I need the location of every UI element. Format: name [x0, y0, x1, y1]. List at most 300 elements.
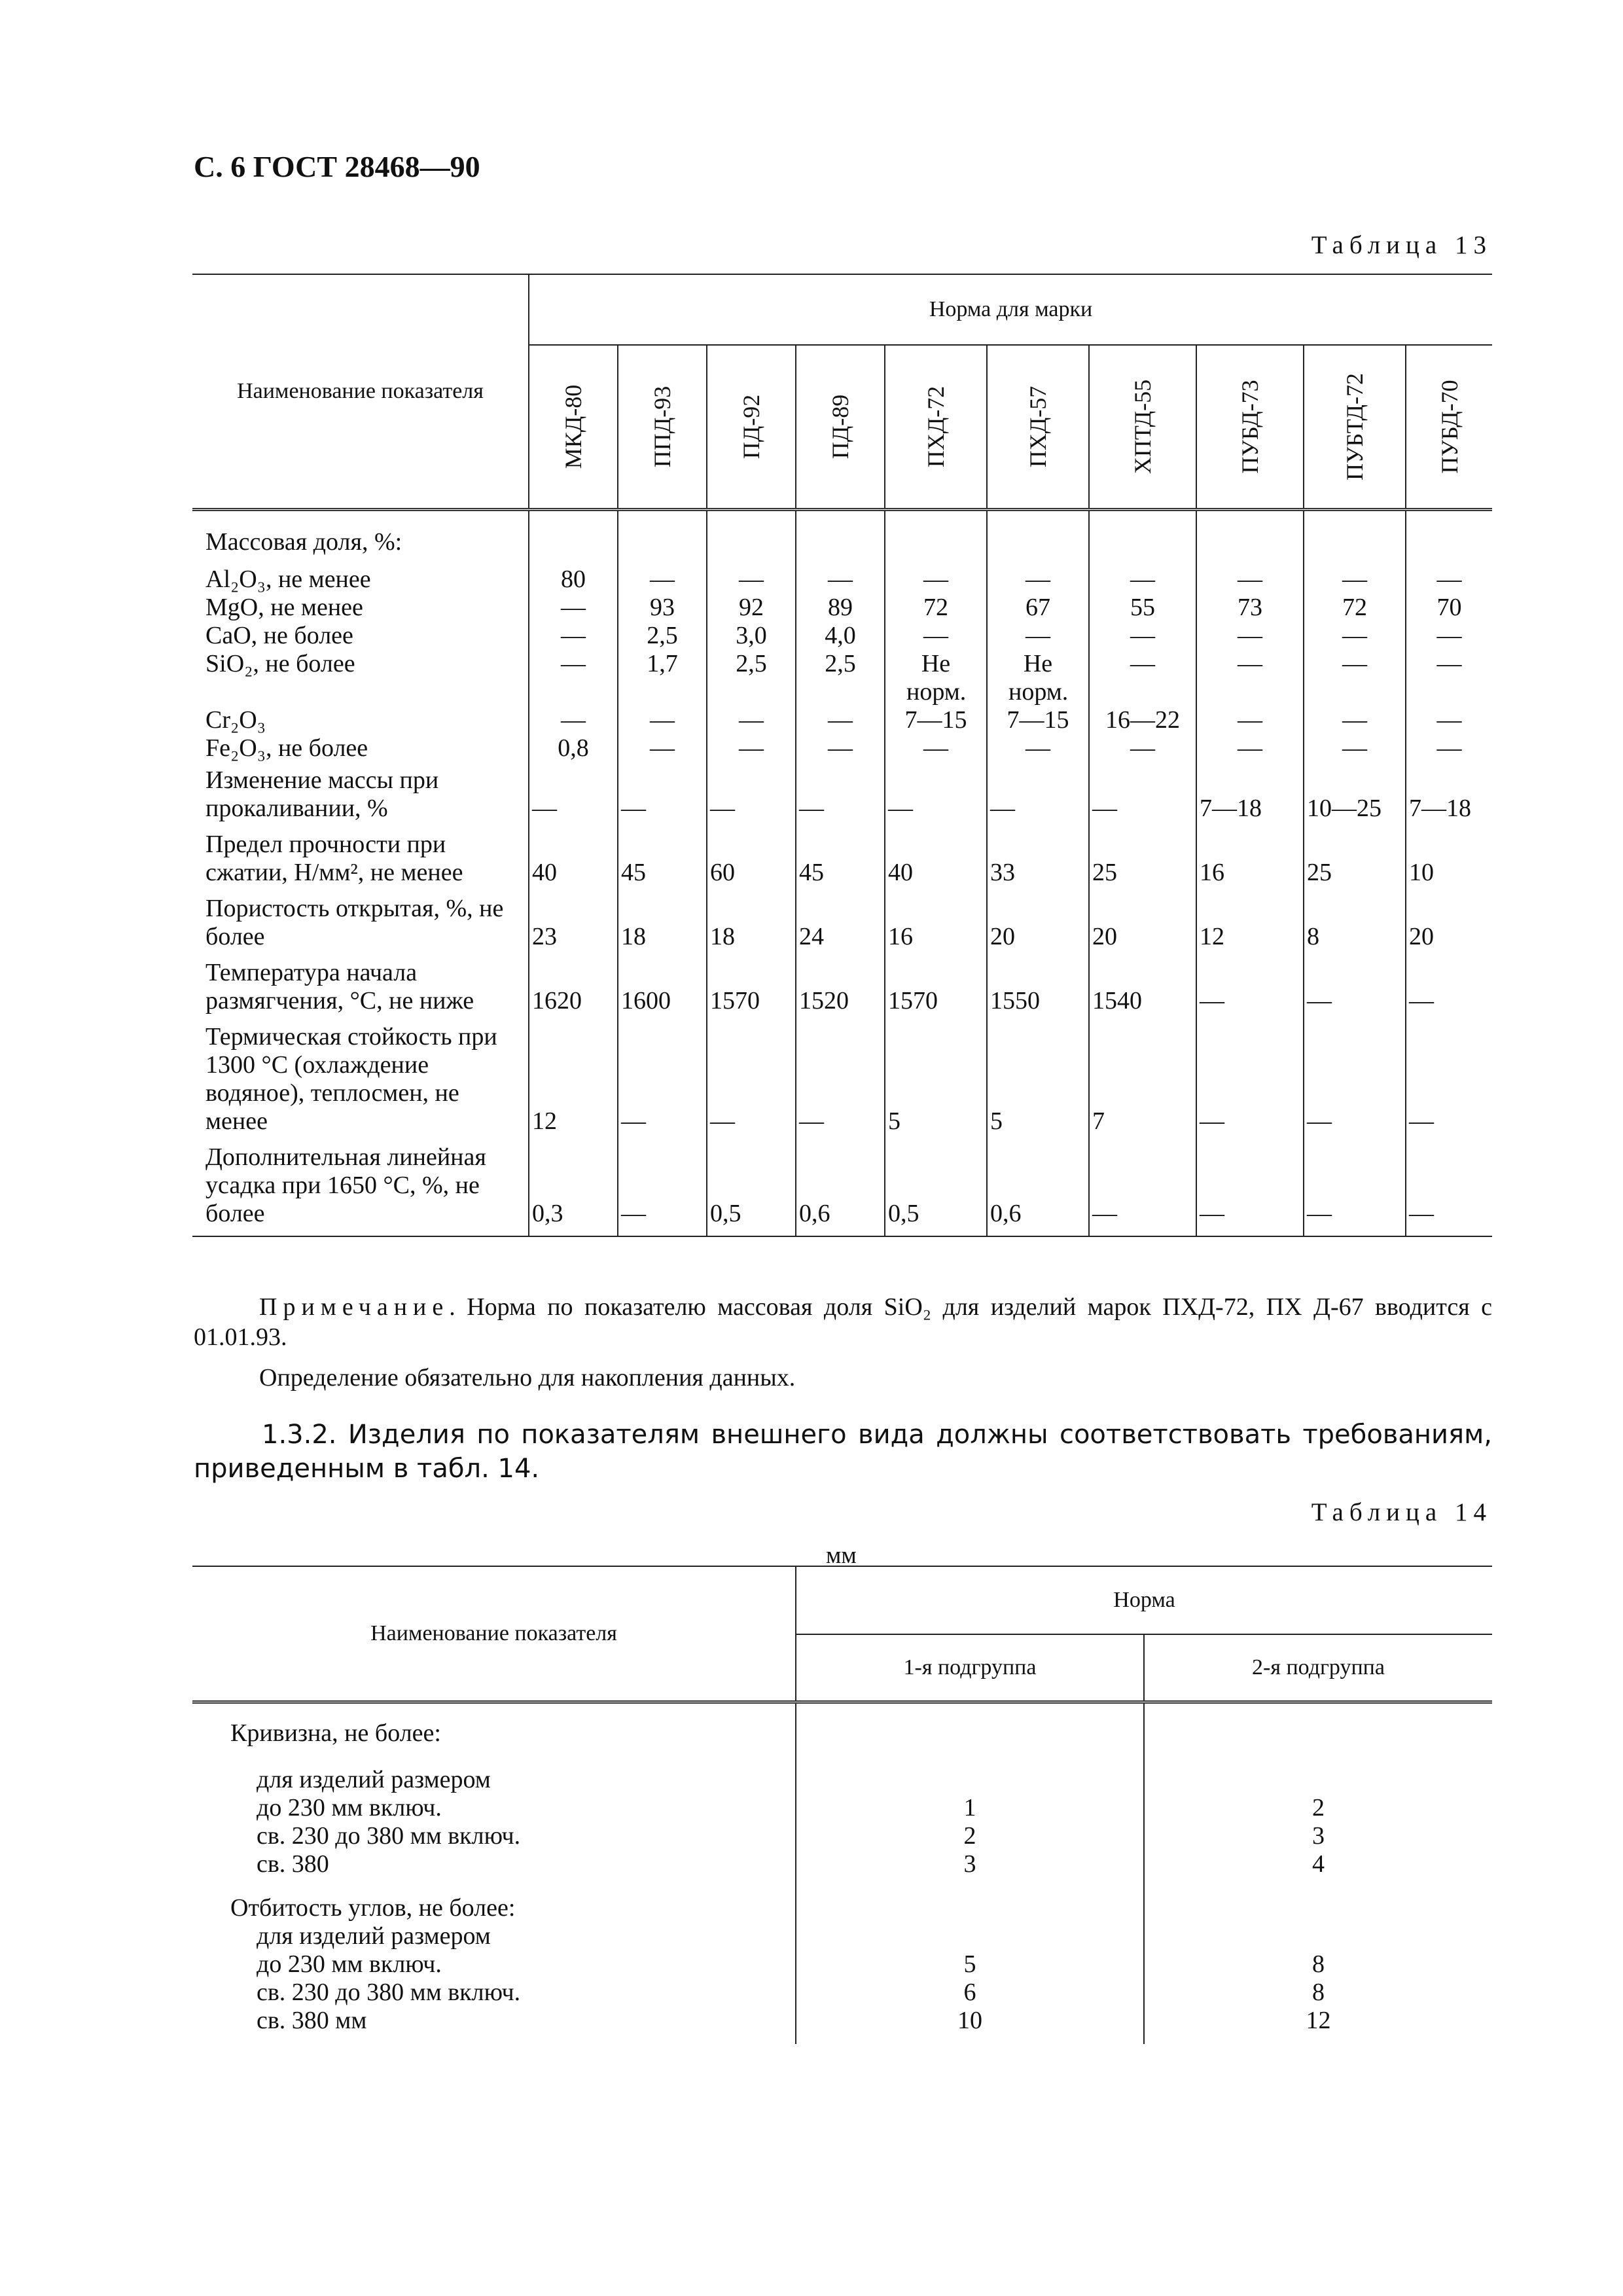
value-cell	[1304, 1019, 1406, 1139]
value-line: —	[923, 734, 948, 762]
indicator-name-line: Термическая стойкость при 1300 °С (охлаждение водяное), теплосмен, не менее	[205, 1023, 497, 1135]
subgroup-1-value: 1	[963, 1794, 976, 1821]
value-line: 7—18	[1200, 795, 1262, 822]
value-line: —	[1026, 622, 1050, 649]
spacer	[230, 1748, 795, 1766]
value-line: —	[650, 734, 675, 762]
grade-label: ПУБД-73	[1237, 380, 1263, 474]
value-line	[710, 528, 793, 565]
value-line: —	[1436, 565, 1462, 593]
value-line: —	[828, 565, 853, 593]
value-cell	[1304, 827, 1406, 891]
value-line: 16	[888, 923, 913, 950]
value-line: 8	[1307, 923, 1319, 950]
table13-norm-header: Норма для марки	[529, 274, 1492, 345]
value-cell	[796, 827, 885, 891]
subgroup-1-value: 6	[963, 1979, 976, 2006]
value-cell	[1304, 762, 1406, 827]
grade-header	[1196, 345, 1304, 510]
spacer	[796, 1748, 1143, 1766]
spacer	[1145, 1748, 1492, 1766]
value-cell	[1196, 827, 1304, 891]
indicator-name	[192, 891, 529, 955]
value-cell	[885, 1139, 987, 1236]
value-line: —	[1200, 1107, 1224, 1135]
value-cell	[1304, 1139, 1406, 1236]
value-line: 5	[888, 1107, 901, 1135]
value-line: 1600	[621, 987, 671, 1014]
indicator-name-line: Fe₂O₃, не более	[205, 734, 368, 762]
subgroup-2-value: 8	[1312, 1979, 1325, 2006]
value-cell	[1304, 891, 1406, 955]
table-row	[192, 891, 1492, 955]
value-cell	[707, 1139, 796, 1236]
value-line: —	[1342, 565, 1367, 593]
value-cell	[1089, 1019, 1196, 1139]
value-line: 1520	[799, 987, 849, 1014]
table14-caption: Таблица 14	[1311, 1498, 1492, 1526]
value-line: —	[1092, 795, 1117, 822]
value-line	[799, 528, 882, 565]
value-line	[990, 528, 1086, 565]
value-cell	[987, 1019, 1089, 1139]
value-line: 20	[1409, 923, 1434, 950]
value-cell	[1406, 1139, 1492, 1236]
value-cell	[1089, 510, 1196, 763]
grade-label: ПХД-57	[1025, 386, 1051, 468]
indicator-name-line: Al₂O₃, не менее	[205, 565, 371, 593]
table13-caption: Таблица 13	[1311, 231, 1492, 259]
grade-header	[885, 345, 987, 510]
subgroup-2-value: 8	[1312, 1950, 1325, 1978]
value-line: 0,6	[799, 1200, 830, 1227]
value-cell	[707, 955, 796, 1019]
table-row	[192, 955, 1492, 1019]
value-cell	[707, 891, 796, 955]
value-cell	[1406, 891, 1492, 955]
value-cell	[707, 1019, 796, 1139]
spacer	[796, 1878, 1143, 1894]
size-range-label: св. 380	[257, 1850, 329, 1878]
value-line: 10—25	[1307, 795, 1382, 822]
value-line: —	[1307, 1107, 1332, 1135]
spacer	[1145, 1894, 1492, 1922]
indicator-name	[192, 762, 529, 827]
grade-header	[1089, 345, 1196, 510]
value-cell	[618, 1019, 707, 1139]
value-cell	[796, 510, 885, 763]
value-cell	[1196, 955, 1304, 1019]
value-line: —	[990, 795, 1015, 822]
value-cell	[529, 762, 618, 827]
value-line: 2,5	[736, 650, 767, 677]
value-line: —	[1436, 622, 1462, 649]
value-cell	[618, 1139, 707, 1236]
value-line: —	[828, 734, 853, 762]
value-line: 73	[1238, 594, 1262, 621]
grade-label: ПУБД-70	[1436, 380, 1463, 474]
table14-unit: мм	[826, 1542, 857, 1569]
value-line: 16	[1200, 859, 1224, 886]
value-cell	[885, 955, 987, 1019]
value-cell	[1089, 891, 1196, 955]
value-line: —	[828, 706, 853, 734]
subgroup-2-value: 2	[1312, 1794, 1325, 1821]
value-line: —	[739, 706, 764, 734]
value-line: 0,5	[710, 1200, 741, 1227]
value-line: —	[1026, 565, 1050, 593]
value-cell	[796, 955, 885, 1019]
value-cell	[1089, 1139, 1196, 1236]
value-line: 7—15	[904, 706, 967, 734]
indicator-name-line: Изменение массы при прокаливании, %	[205, 766, 439, 822]
value-line: —	[923, 565, 948, 593]
value-line: 0,8	[558, 734, 589, 762]
value-line	[1307, 528, 1402, 565]
grade-label: ПД-89	[827, 394, 853, 459]
value-line: —	[561, 706, 586, 734]
grade-header	[1406, 345, 1492, 510]
subgroup-1-value: 10	[957, 2007, 982, 2034]
value-cell	[529, 827, 618, 891]
group-intro: для изделий размером	[257, 1766, 491, 1793]
grade-header	[796, 345, 885, 510]
value-line	[1092, 528, 1193, 565]
grade-header	[1304, 345, 1406, 510]
indicator-name-line: Cr₂O₃	[205, 706, 266, 734]
subgroup-2-header: 2-я подгруппа	[1144, 1634, 1492, 1702]
value-line: —	[1200, 987, 1224, 1014]
table13-note-2: Определение обязательно для накопления данных.	[259, 1364, 796, 1391]
spacer	[1145, 1719, 1492, 1748]
value-cell	[987, 891, 1089, 955]
value-line: —	[1130, 650, 1155, 677]
value-line: —	[1238, 650, 1262, 677]
value-cell	[1196, 510, 1304, 763]
value-line: —	[621, 1200, 646, 1227]
value-line: 72	[1342, 594, 1367, 621]
value-line: —	[1342, 734, 1367, 762]
spacer	[1145, 1766, 1492, 1794]
value-line: —	[650, 565, 675, 593]
value-line: 12	[1200, 923, 1224, 950]
value-line: —	[1026, 734, 1050, 762]
paragraph-1-3-2: 1.3.2. Изделия по показателям внешнего вида должны соответствовать требованиям, приведенным в табл. 14.	[194, 1420, 1492, 1484]
table14-subgroup-1-cell	[796, 1702, 1144, 2045]
table14-names-cell	[192, 1702, 796, 2045]
value-cell	[1406, 827, 1492, 891]
subgroup-1-value: 2	[963, 1822, 976, 1850]
value-line: 7—15	[1007, 706, 1069, 734]
value-cell	[707, 762, 796, 827]
grade-label: ПД-92	[738, 394, 764, 459]
value-line: 93	[650, 594, 675, 621]
subgroup-2-value: 3	[1312, 1822, 1325, 1850]
value-line: —	[621, 795, 646, 822]
subgroup-1-value: 3	[963, 1850, 976, 1878]
value-cell	[529, 510, 618, 763]
value-line: 5	[990, 1107, 1003, 1135]
group-title: Отбитость углов, не более:	[230, 1894, 516, 1922]
value-line: 25	[1307, 859, 1332, 886]
value-line: 0,6	[990, 1200, 1022, 1227]
value-cell	[1406, 1019, 1492, 1139]
spacer	[796, 1766, 1143, 1794]
value-line: —	[1130, 565, 1155, 593]
value-line: 33	[990, 859, 1015, 886]
subgroup-1-value: 5	[963, 1950, 976, 1978]
value-line	[621, 528, 704, 565]
grade-header	[618, 345, 707, 510]
indicator-name	[192, 955, 529, 1019]
value-line: Не норм.	[1008, 650, 1069, 706]
value-cell	[885, 762, 987, 827]
subgroup-1-header: 1-я подгруппа	[796, 1634, 1144, 1702]
value-cell	[1089, 762, 1196, 827]
value-line: —	[1342, 706, 1367, 734]
subgroup-2-value: 12	[1306, 2007, 1331, 2034]
value-line: —	[710, 795, 735, 822]
value-cell	[796, 891, 885, 955]
value-line: 25	[1092, 859, 1117, 886]
value-line: 67	[1026, 594, 1050, 621]
value-line: —	[1409, 1200, 1434, 1227]
value-cell	[796, 762, 885, 827]
value-line: 0,3	[532, 1200, 563, 1227]
value-line: 1620	[532, 987, 582, 1014]
value-line: 20	[1092, 923, 1117, 950]
value-cell	[707, 827, 796, 891]
value-line: 80	[561, 565, 586, 593]
value-line: —	[1238, 734, 1262, 762]
value-line: —	[1200, 1200, 1224, 1227]
indicator-name	[192, 1139, 529, 1236]
indicator-name	[192, 827, 529, 891]
value-cell	[1406, 510, 1492, 763]
value-cell	[1304, 955, 1406, 1019]
spacer	[1145, 1922, 1492, 1950]
value-line: 1550	[990, 987, 1040, 1014]
size-range-label: до 230 мм включ.	[257, 1950, 442, 1978]
value-line: —	[561, 622, 586, 649]
value-line: 4,0	[825, 622, 856, 649]
value-line: 23	[532, 923, 557, 950]
value-line: 7—18	[1409, 795, 1471, 822]
value-cell	[618, 762, 707, 827]
value-line: 45	[799, 859, 824, 886]
indicator-name	[192, 1019, 529, 1139]
value-cell	[1406, 955, 1492, 1019]
value-line: 89	[828, 594, 853, 621]
value-line: —	[561, 650, 586, 677]
value-line: —	[923, 622, 948, 649]
table13-name-header: Наименование показателя	[192, 274, 529, 510]
value-cell	[885, 510, 987, 763]
value-cell	[1196, 891, 1304, 955]
value-line: —	[1238, 565, 1262, 593]
spacer	[796, 1922, 1143, 1950]
indicator-name-line: SiO₂, не более	[205, 650, 355, 677]
value-line: 60	[710, 859, 735, 886]
value-line: —	[1436, 734, 1462, 762]
grade-header	[707, 345, 796, 510]
value-cell	[987, 827, 1089, 891]
indicator-name-line: Массовая доля, %:	[205, 528, 402, 556]
value-cell	[618, 510, 707, 763]
value-cell	[987, 510, 1089, 763]
value-cell	[707, 510, 796, 763]
size-range-label: св. 230 до 380 мм включ.	[257, 1822, 521, 1850]
value-line: 3,0	[736, 622, 767, 649]
value-cell	[987, 762, 1089, 827]
value-line: —	[1342, 650, 1367, 677]
table-row	[192, 762, 1492, 827]
value-line: —	[799, 1107, 824, 1135]
value-line: —	[1130, 734, 1155, 762]
group-intro: для изделий размером	[257, 1922, 491, 1950]
value-line: 7	[1092, 1107, 1105, 1135]
value-line: —	[621, 1107, 646, 1135]
spacer	[230, 1878, 795, 1894]
subgroup-2-value: 4	[1312, 1850, 1325, 1878]
value-line	[532, 528, 615, 565]
value-line	[1409, 528, 1489, 565]
value-line: —	[1436, 650, 1462, 677]
value-line: 1540	[1092, 987, 1142, 1014]
table14-name-header: Наименование показателя	[192, 1566, 796, 1702]
value-line: —	[1130, 622, 1155, 649]
value-line: —	[650, 706, 675, 734]
value-line: —	[1409, 1107, 1434, 1135]
grade-label: ПХД-72	[923, 386, 949, 468]
value-line: —	[799, 795, 824, 822]
value-line: 40	[888, 859, 913, 886]
value-line: 1570	[710, 987, 760, 1014]
value-line	[1200, 528, 1300, 565]
value-line: —	[532, 795, 557, 822]
value-cell	[529, 1019, 618, 1139]
value-cell	[987, 1139, 1089, 1236]
indicator-name-line: Предел прочности при сжатии, Н/мм², не менее	[205, 831, 463, 886]
value-line: 18	[621, 923, 646, 950]
value-line: 18	[710, 923, 735, 950]
value-line: —	[739, 734, 764, 762]
value-line	[888, 528, 984, 565]
value-cell	[796, 1019, 885, 1139]
value-line: —	[888, 795, 913, 822]
indicator-name-line: MgO, не менее	[205, 594, 363, 621]
size-range-label: до 230 мм включ.	[257, 1794, 442, 1821]
table-row	[192, 1019, 1492, 1139]
page-header: С. 6 ГОСТ 28468—90	[194, 150, 480, 183]
grade-header	[987, 345, 1089, 510]
value-cell	[885, 1019, 987, 1139]
value-cell	[1089, 955, 1196, 1019]
table14-subgroup-2-cell	[1144, 1702, 1492, 2045]
value-line: 92	[739, 594, 764, 621]
value-cell	[1196, 1139, 1304, 1236]
indicator-name-line: CaO, не более	[205, 622, 353, 649]
table13-note	[194, 1292, 1492, 1352]
value-cell	[618, 827, 707, 891]
value-line: —	[1436, 706, 1462, 734]
value-line: 16—22	[1105, 706, 1180, 734]
value-line: —	[1238, 622, 1262, 649]
table-13	[192, 274, 1492, 1237]
value-line: 45	[621, 859, 646, 886]
value-line: —	[1307, 987, 1332, 1014]
indicator-name-line: Пористость открытая, %, не более	[205, 895, 504, 950]
indicator-name-line: Температура начала размягчения, °С, не ниже	[205, 959, 474, 1014]
value-line: 24	[799, 923, 824, 950]
value-cell	[1196, 762, 1304, 827]
value-cell	[1304, 510, 1406, 763]
value-cell	[885, 827, 987, 891]
value-cell	[1196, 1019, 1304, 1139]
grade-label: ПУБТД-72	[1342, 373, 1368, 480]
spacer	[796, 1719, 1143, 1748]
spacer	[1145, 1878, 1492, 1894]
value-line: —	[1238, 706, 1262, 734]
note-label: Примечание	[259, 1293, 450, 1321]
value-line: 1,7	[647, 650, 678, 677]
table-14	[192, 1566, 1492, 2044]
value-line: 0,5	[888, 1200, 919, 1227]
grade-label: МКД-80	[560, 384, 586, 469]
value-line: —	[1409, 987, 1434, 1014]
value-line: 1570	[888, 987, 938, 1014]
value-line: 12	[532, 1107, 557, 1135]
value-cell	[529, 1139, 618, 1236]
value-line: —	[561, 594, 586, 621]
value-cell	[885, 891, 987, 955]
value-line: —	[710, 1107, 735, 1135]
value-cell	[618, 891, 707, 955]
value-line: 55	[1130, 594, 1155, 621]
value-line: —	[739, 565, 764, 593]
value-line: Не норм.	[906, 650, 967, 706]
table-row	[192, 827, 1492, 891]
value-line: —	[1342, 622, 1367, 649]
value-line: 20	[990, 923, 1015, 950]
table-row	[192, 1139, 1492, 1236]
grade-header	[529, 345, 618, 510]
value-line: 72	[923, 594, 948, 621]
value-cell	[529, 955, 618, 1019]
size-range-label: св. 230 до 380 мм включ.	[257, 1979, 521, 2006]
indicator-name-line: Дополнительная линейная усадка при 1650 °С, %, не более	[205, 1143, 486, 1227]
table14-norm-header: Норма	[796, 1566, 1492, 1634]
value-line: 10	[1409, 859, 1434, 886]
value-cell	[1089, 827, 1196, 891]
grade-label: ХПТД-55	[1130, 379, 1156, 475]
group-title: Кривизна, не более:	[230, 1719, 441, 1747]
value-cell	[529, 891, 618, 955]
value-line: 70	[1436, 594, 1462, 621]
value-cell	[796, 1139, 885, 1236]
value-line: 2,5	[647, 622, 678, 649]
value-line: —	[1092, 1200, 1117, 1227]
value-line: —	[1307, 1200, 1332, 1227]
value-cell	[987, 955, 1089, 1019]
spacer	[796, 1894, 1143, 1922]
size-range-label: св. 380 мм	[257, 2007, 367, 2034]
note-text: . Норма по показателю массовая доля SiO₂ для изделий марок ПХД-72, ПХ Д-67 вводится с 01.01.93.	[194, 1293, 1492, 1351]
grade-label: ППД-93	[649, 386, 675, 468]
value-line: 2,5	[825, 650, 856, 677]
table-row-composition	[192, 510, 1492, 763]
value-line: 40	[532, 859, 557, 886]
